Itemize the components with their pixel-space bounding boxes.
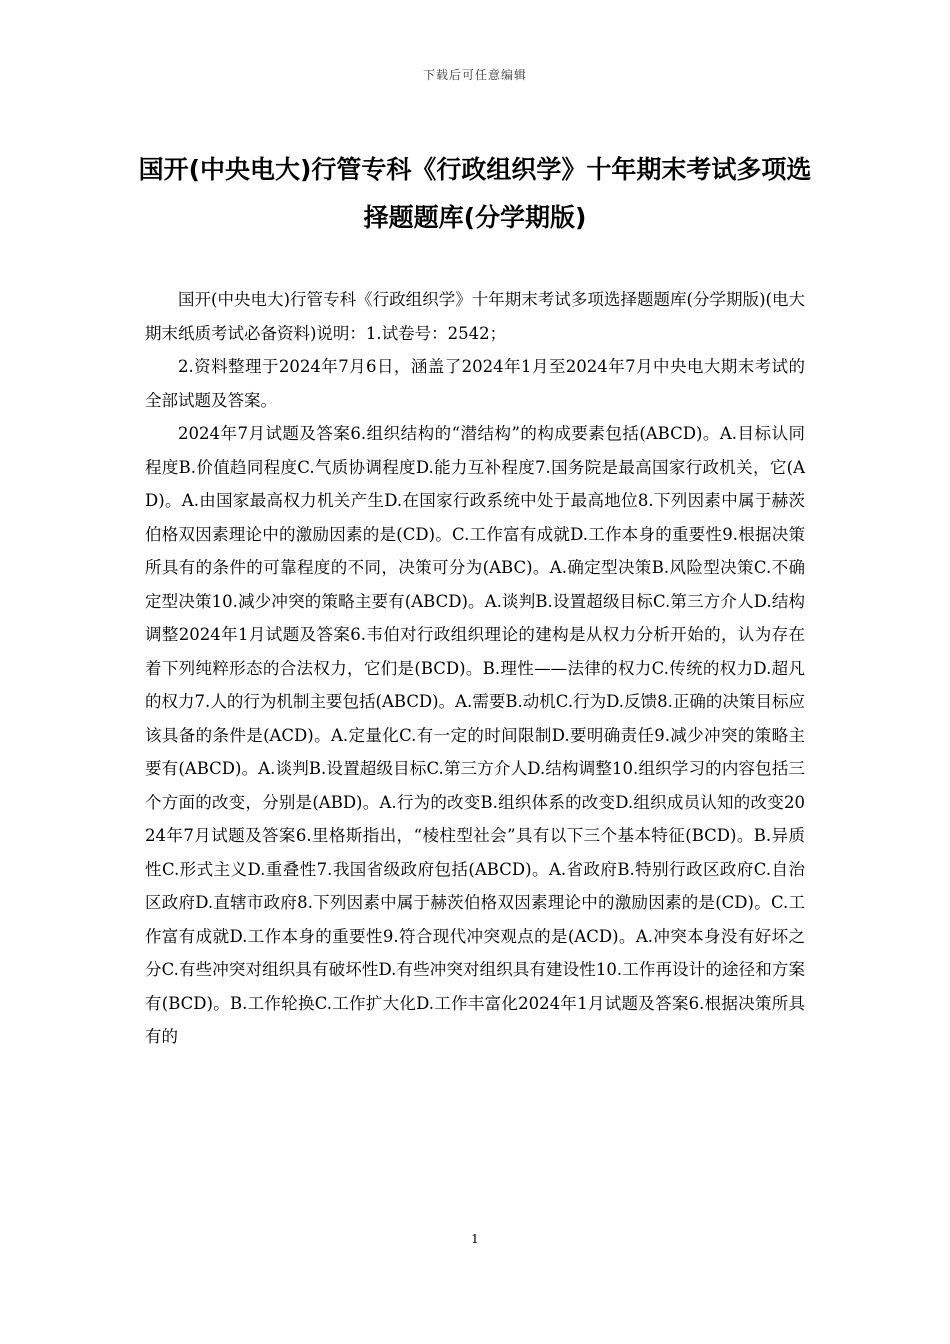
paragraph-intro: 国开(中央电大)行管专科《行政组织学》十年期末考试多项选择题题库(分学期版)(电大期末纸质考试必备资料)说明：1.试卷号：2542； (145, 290, 805, 343)
paragraph-questions: 2024年7月试题及答案6.组织结构的“潜结构”的构成要素包括(ABCD)。A.目标认同程度B.价值趋同程度C.气质协调程度D.能力互补程度7.国务院是最高国家行政机关，它(AD)。A.由国家最高权力机关产生D.在国家行政系统中处于最高地位8.下列因素中属于赫茨伯格双因素理论中的激励因素的是(CD)。C.工作富有成就D.工作本身的重要性9.根据决策所具有的条件的可靠程度的不同，决策可分为(ABC)。A.确定型决策B.风险型决策C.不确定型决策10.减少冲突的策略主要有(ABCD)。A.谈判B.设置超级目标C.第三方介人D.结构调整2024年1月试题及答案6.韦伯对行政组织理论的建构是从权力分析开始的，认为存在着下列纯粹形态的合法权力，它们是(BCD)。B.理性——法律的权力C.传统的权力D.超凡的权力7.人的行为机制主要包括(ABCD)。A.需要B.动机C.行为D.反馈8.正确的决策目标应该具备的条件是(ACD)。A.定量化C.有一定的时间限制D.要明确责任9.减少冲突的策略主要有(ABCD)。A.谈判B.设置超级目标C.第三方介人D.结构调整10.组织学习的内容包括三个方面的改变，分别是(ABD)。A.行为的改变B.组织体系的改变D.组织成员认知的改变2024年7月试题及答案6.里格斯指出，“棱柱型社会”具有以下三个基本特征(BCD)。B.异质性C.形式主义D.重叠性7.我国省级政府包括(ABCD)。A.省政府B.特别行政区政府C.自治区政府D.直辖市政府8.下列因素中属于赫茨伯格双因素理论中的激励因素的是(CD)。C.工作富有成就D.工作本身的重要性9.符合现代冲突观点的是(ACD)。A.冲突本身没有好坏之分C.有些冲突对组织具有破坏性D.有些冲突对组织具有建设性10.工作再设计的途径和方案有(BCD)。B.工作轮换C.工作扩大化D.工作丰富化2024年1月试题及答案6.根据决策所具有的 (145, 424, 805, 1046)
page-number: 1 (471, 1232, 479, 1246)
paragraph-note: 2.资料整理于2024年7月6日，涵盖了2024年1月至2024年7月中央电大期末考试的全部试题及答案。 (145, 357, 805, 410)
document-title: 国开(中央电大)行管专科《行政组织学》十年期末考试多项选择题题库(分学期版) (138, 155, 812, 232)
document-body (145, 283, 805, 1054)
header-note: 下载后可任意编辑 (422, 68, 527, 82)
